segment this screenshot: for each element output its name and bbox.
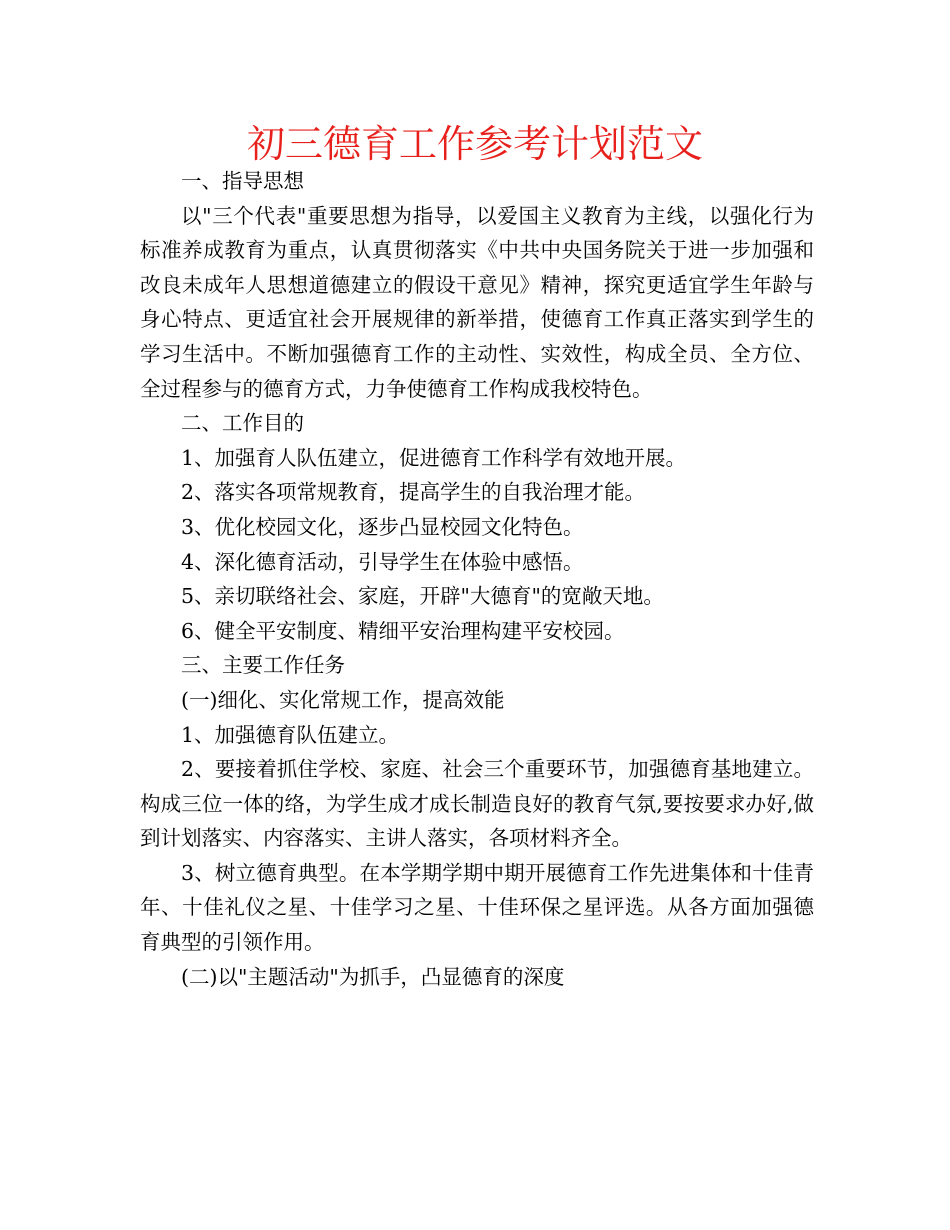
subsection-heading-2: (二)以"主题活动"为抓手，凸显德育的深度 — [181, 964, 565, 989]
list-item-goal-2: 2、落实各项常规教育，提高学生的自我治理才能。 — [181, 480, 646, 505]
list-item-task-2: 2、要接着抓住学校、家庭、社会三个重要环节，加强德育基地建立。构成三位一体的络，为学生成才成长制造良好的教育气氛,要按要求办好,做到计划落实、内容落实、主讲人落实，各项材料齐全。 — [140, 757, 814, 851]
document-title: 初三德育工作参考计划范文 — [246, 122, 703, 166]
list-item-goal-6: 6、健全平安制度、精细平安治理构建平安校园。 — [181, 618, 625, 643]
subsection-heading-1: (一)细化、实化常规工作，提高效能 — [181, 687, 505, 712]
document-body — [140, 164, 814, 994]
list-item-goal-3: 3、优化校园文化，逐步凸显校园文化特色。 — [181, 514, 584, 539]
paragraph-guiding-ideology: 以"三个代表"重要思想为指导，以爱国主义教育为主线，以强化行为标准养成教育为重点，认真贯彻落实《中共中央国务院关于进一步加强和改良未成年人思想道德建立的假设干意见》精神，探究更适宜学生年龄与身心特点、更适宜社会开展规律的新举措，使德育工作真正落实到学生的学习生活中。不断加强德育工作的主动性、实效性，构成全员、全方位、全过程参与的德育方式，力争使德育工作构成我校特色。 — [140, 203, 814, 401]
list-item-task-1: 1、加强德育队伍建立。 — [181, 722, 400, 747]
section-heading-main-tasks: 三、主要工作任务 — [181, 653, 345, 678]
list-item-goal-4: 4、深化德育活动，引导学生在体验中感悟。 — [181, 549, 584, 574]
list-item-task-3: 3、树立德育典型。在本学期学期中期开展德育工作先进集体和十佳青年、十佳礼仪之星、十佳学习之星、十佳环保之星评选。从各方面加强德育典型的引领作用。 — [140, 860, 814, 955]
section-heading-work-goals: 二、工作目的 — [181, 411, 304, 436]
section-heading-guiding-ideology: 一、指导思想 — [181, 169, 304, 193]
list-item-goal-5: 5、亲切联络社会、家庭，开辟"大德育"的宽敞天地。 — [181, 584, 664, 609]
list-item-goal-1: 1、加强育人队伍建立，促进德育工作科学有效地开展。 — [181, 445, 687, 470]
